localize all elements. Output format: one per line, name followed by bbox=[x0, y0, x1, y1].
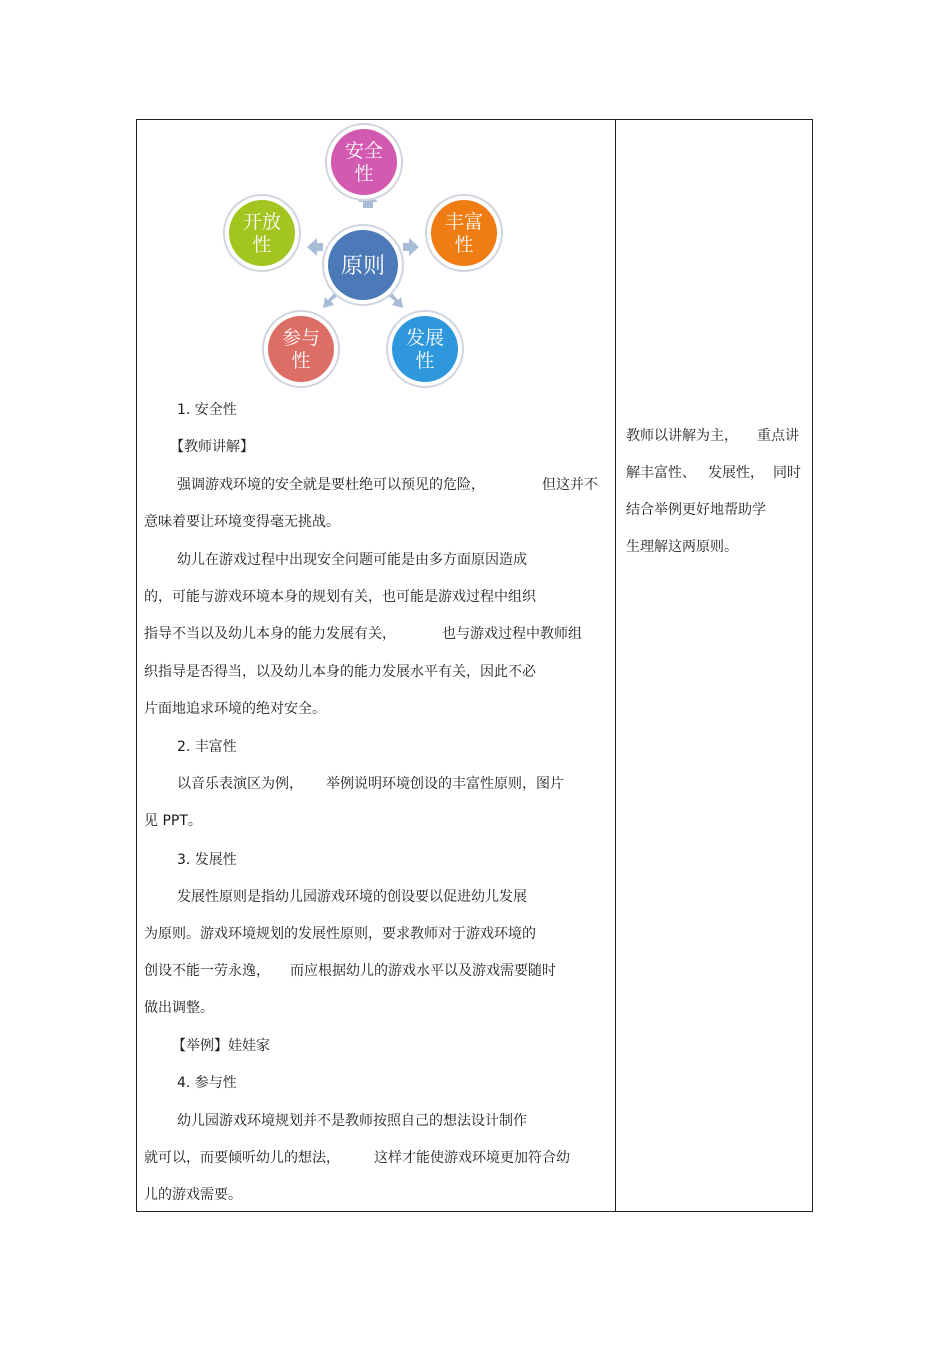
node-label: 开放 bbox=[242, 211, 282, 233]
body-text: 儿的游戏需要。 bbox=[144, 1187, 242, 1203]
body-text: 以音乐表演区为例， bbox=[177, 776, 303, 792]
node-label: 参与 bbox=[281, 327, 321, 349]
node-label: 性 bbox=[454, 234, 474, 256]
node-label: 性 bbox=[415, 350, 435, 372]
node-label: 安全 bbox=[344, 140, 384, 162]
side-note-text: 重点讲 bbox=[757, 428, 799, 444]
node-openness bbox=[224, 195, 300, 271]
body-text: 这样才能使游戏环境更加符合幼 bbox=[374, 1150, 570, 1166]
teacher-explanation-label: 【教师讲解】 bbox=[170, 439, 254, 455]
column-divider bbox=[615, 119, 616, 1212]
body-text: 的，可能与游戏环境本身的规划有关，也可能是游戏过程中组织 bbox=[144, 589, 536, 605]
body-text: 见 PPT。 bbox=[144, 813, 202, 829]
section-heading-richness: 2. 丰富性 bbox=[177, 739, 237, 755]
side-note-text: 解丰富性、 bbox=[626, 465, 696, 481]
side-note-text: 同时 bbox=[773, 465, 801, 481]
body-text: 发展性原则是指幼儿园游戏环境的创设要以促进幼儿发展 bbox=[177, 889, 527, 905]
arrow-right-icon bbox=[403, 238, 419, 256]
body-text: 片面地追求环境的绝对安全。 bbox=[144, 701, 326, 717]
body-text: 但这并不 bbox=[542, 477, 598, 493]
node-development bbox=[387, 311, 463, 387]
body-text: 为原则。游戏环境规划的发展性原则，要求教师对于游戏环境的 bbox=[144, 926, 536, 942]
node-label: 性 bbox=[291, 350, 311, 372]
side-note-text: 生理解这两原则。 bbox=[626, 539, 738, 555]
node-participation bbox=[263, 311, 339, 387]
body-text: 而应根据幼儿的游戏水平以及游戏需要随时 bbox=[290, 963, 556, 979]
body-text: 强调游戏环境的安全就是要杜绝可以预见的危险， bbox=[177, 477, 485, 493]
arrow-left-icon bbox=[307, 238, 323, 256]
body-text: 幼儿在游戏过程中出现安全问题可能是由多方面原因造成 bbox=[177, 552, 527, 568]
section-heading-safety: 1. 安全性 bbox=[177, 402, 237, 418]
body-text: 也与游戏过程中教师组 bbox=[442, 626, 582, 642]
example-label: 【举例】娃娃家 bbox=[172, 1038, 270, 1054]
body-text: 就可以，而要倾听幼儿的想法， bbox=[144, 1150, 340, 1166]
node-label: 发展 bbox=[405, 327, 445, 349]
node-safety bbox=[326, 124, 402, 200]
body-text: 创设不能一劳永逸， bbox=[144, 963, 270, 979]
center-label: 原则 bbox=[340, 254, 386, 279]
body-text: 意味着要让环境变得毫无挑战。 bbox=[144, 514, 340, 530]
body-text: 指导不当以及幼儿本身的能力发展有关， bbox=[144, 626, 396, 642]
node-label: 性 bbox=[252, 234, 272, 256]
section-heading-participation: 4. 参与性 bbox=[177, 1075, 237, 1091]
node-richness bbox=[426, 195, 502, 271]
center-node bbox=[323, 225, 403, 305]
body-text: 织指导是否得当，以及幼儿本身的能力发展水平有关，因此不必 bbox=[144, 664, 536, 680]
side-note-text: 教师以讲解为主， bbox=[626, 428, 738, 444]
node-label: 性 bbox=[354, 163, 374, 185]
body-text: 举例说明环境创设的丰富性原则，图片 bbox=[326, 776, 564, 792]
body-text: 幼儿园游戏环境规划并不是教师按照自己的想法设计制作 bbox=[177, 1113, 527, 1129]
side-note-text: 发展性， bbox=[708, 465, 764, 481]
section-heading-development: 3. 发展性 bbox=[177, 852, 237, 868]
side-note-text: 结合举例更好地帮助学 bbox=[626, 502, 766, 518]
principles-diagram bbox=[215, 120, 515, 395]
node-label: 丰富 bbox=[444, 211, 484, 233]
body-text: 做出调整。 bbox=[144, 1000, 214, 1016]
